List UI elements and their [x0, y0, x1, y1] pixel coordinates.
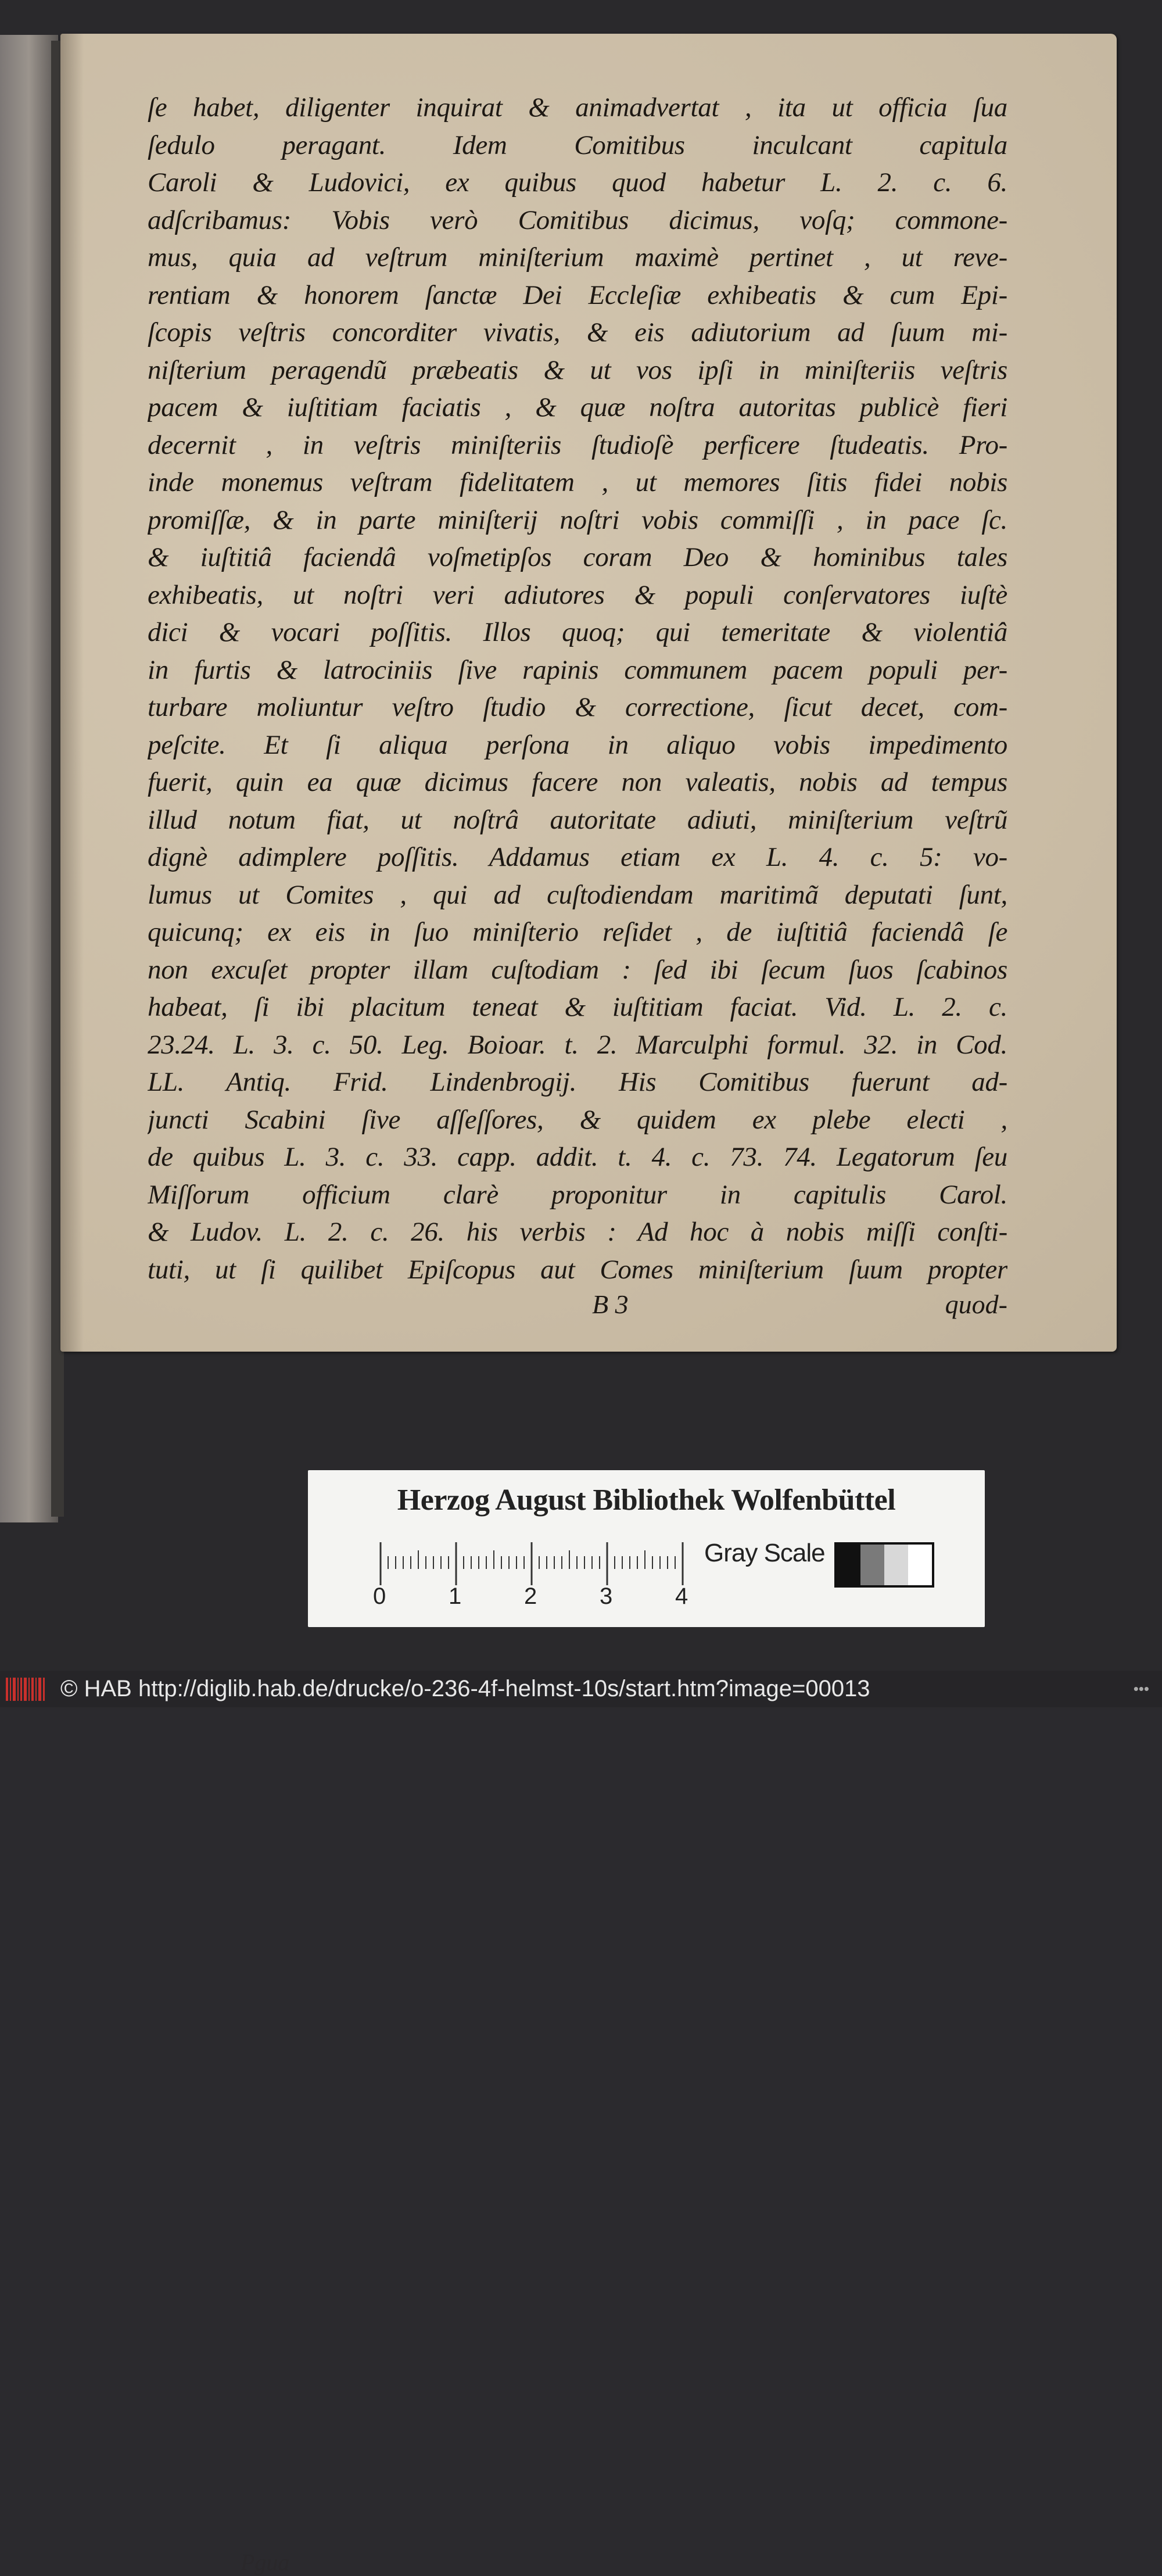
text-line: juncti Scabini ſive aſſeſſores, & quidem ex plebe electi , — [148, 1104, 1007, 1135]
gray-swatch — [884, 1545, 908, 1585]
ruler-label: 4 — [675, 1583, 688, 1609]
gray-swatch — [908, 1545, 932, 1585]
gray-swatch — [837, 1545, 860, 1585]
text-line: inde monemus veſtram fidelitatem , ut memores ſitis fidei nobis — [148, 467, 1007, 497]
page-gutter-shade — [60, 34, 84, 1352]
text-line: habeat, ſi ibi placitum teneat & iuſtitiam faciat. Vid. L. 2. c. — [148, 992, 1007, 1022]
text-line: ſe habet, diligenter inquirat & animadvertat , ita ut officia ſua — [148, 92, 1007, 123]
ruler-labels — [372, 1583, 697, 1613]
scale-ruler — [379, 1540, 687, 1586]
text-line: turbare moliuntur veſtro ſtudio & correctione, ſicut decet, com- — [148, 692, 1007, 722]
text-line: dici & vocari poſſitis. Illos quoq; qui temeritate & violentiâ — [148, 617, 1007, 647]
text-line: in furtis & latrociniis ſive rapinis communem pacem populi per- — [148, 654, 1007, 685]
text-line: promiſſæ, & in parte miniſterij noſtri vobis commiſſi , in pace ſc. — [148, 504, 1007, 535]
text-line: ſcopis veſtris concorditer vivatis, & eis adiutorium ad ſuum mi- — [148, 317, 1007, 347]
text-line: decernit , in veſtris miniſteriis ſtudioſè perficere ſtudeatis. Pro- — [148, 429, 1007, 460]
bleed-through-text: Pgua — [241, 2549, 290, 2575]
ruler-label: 1 — [449, 1583, 462, 1609]
page-text-block — [148, 89, 1007, 1288]
gray-scale-label: Gray Scale — [704, 1539, 825, 1567]
text-line: pacem & iuſtitiam faciatis , & quæ noſtra autoritas publicè fieri — [148, 392, 1007, 422]
library-color-card — [308, 1470, 985, 1627]
ruler-label: 0 — [373, 1583, 386, 1609]
text-line: & Ludov. L. 2. c. 26. his verbis : Ad hoc à nobis miſſi conſti- — [148, 1217, 1007, 1247]
text-line: quicunq; ex eis in ſuo miniſterio reſidet , de iuſtitiâ faciendâ ſe — [148, 917, 1007, 947]
text-line: exhibeatis, ut noſtri veri adiutores & populi conſervatores iuſtè — [148, 579, 1007, 610]
text-line: mus, quia ad veſtrum miniſterium maximè pertinet , ut reve- — [148, 242, 1007, 273]
text-line: rentiam & honorem ſanctæ Dei Eccleſiæ exhibeatis & cum Epi- — [148, 280, 1007, 310]
text-line: Miſſorum officium clarè proponitur in capitulis Carol. — [148, 1179, 1007, 1210]
footer-bar — [0, 1671, 1162, 1707]
copyright-url[interactable]: © HAB http://diglib.hab.de/drucke/o-236-4f-helmst-10s/start.htm?image=00013 — [60, 1676, 870, 1701]
text-line: niſterium peragendũ præbeatis & ut vos ipſi in miniſteriis veſtris — [148, 354, 1007, 385]
text-line: ſedulo peragant. Idem Comitibus inculcant capitula — [148, 130, 1007, 160]
text-line: non excuſet propter illam cuſtodiam : ſed ibi ſecum ſuos ſcabinos — [148, 954, 1007, 985]
text-line: peſcite. Et ſi aliqua perſona in aliquo vobis impedimento — [148, 729, 1007, 760]
gray-scale-swatches — [834, 1542, 934, 1588]
text-line: adſcribamus: Vobis verò Comitibus dicimus, voſq; commone- — [148, 205, 1007, 235]
text-line: lumus ut Comites , qui ad cuſtodiendam maritimã deputati ſunt, — [148, 879, 1007, 910]
text-line: 23.24. L. 3. c. 50. Leg. Boioar. t. 2. Marculphi formul. 32. in Cod. — [148, 1029, 1007, 1060]
signature-mark: B 3 — [592, 1289, 629, 1319]
text-line: & iuſtitiâ faciendâ voſmetipſos coram Deo & hominibus tales — [148, 542, 1007, 572]
gray-swatch — [860, 1545, 884, 1585]
text-line: dignè adimplere poſſitis. Addamus etiam ex L. 4. c. 5: vo- — [148, 842, 1007, 872]
text-line: tuti, ut ſi quilibet Epiſcopus aut Comes miniſterium ſuum propter — [148, 1254, 1007, 1285]
text-line: LL. Antiq. Frid. Lindenbrogij. His Comitibus fuerunt ad- — [148, 1067, 1007, 1097]
more-icon: ••• — [1133, 1680, 1149, 1697]
text-line: Caroli & Ludovici, ex quibus quod habetur L. 2. c. 6. — [148, 167, 1007, 198]
text-line: fuerit, quin ea quæ dicimus facere non valeatis, nobis ad tempus — [148, 767, 1007, 797]
catchword: quod- — [945, 1289, 1007, 1319]
ruler-label: 3 — [600, 1583, 613, 1609]
barcode-icon — [5, 1676, 46, 1702]
text-line: de quibus L. 3. c. 33. capp. addit. t. 4. c. 73. 74. Legatorum ſeu — [148, 1142, 1007, 1172]
library-name: Herzog August Bibliothek Wolfenbüttel — [397, 1484, 896, 1517]
book-left-edge — [0, 35, 58, 1522]
ruler-label: 2 — [524, 1583, 537, 1609]
text-line: illud notum fiat, ut noſtrâ autoritate adiuti, miniſterium veſtrũ — [148, 804, 1007, 835]
